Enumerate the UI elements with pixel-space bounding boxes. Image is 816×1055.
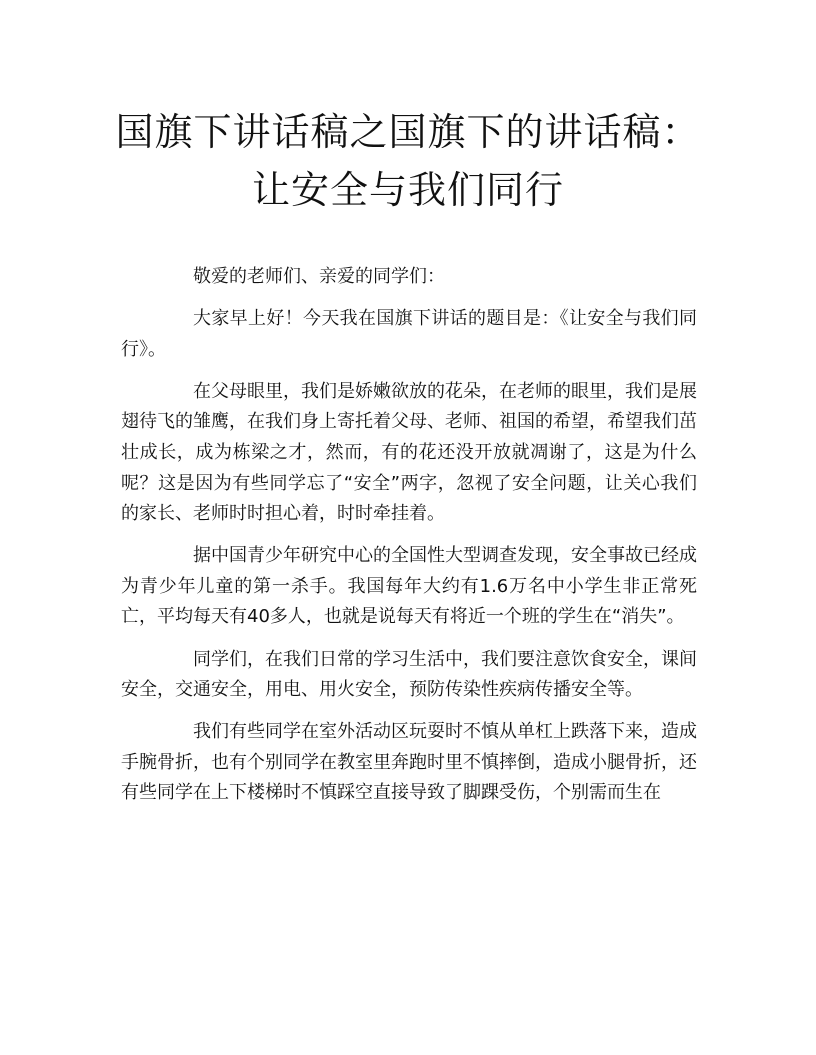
greeting-paragraph: 大家早上好！今天我在国旗下讲话的题目是：《让安全与我们同行》。: [121, 308, 697, 360]
body-paragraph: 在父母眼里，我们是娇嫩欲放的花朵，在老师的眼里，我们是展翅待飞的雏鹰，在我们身上寄托着父母、老师、祖国的希望，希望我们茁壮成长，成为栋梁之才，然而，有的花还没开放就凋谢了，这是为什么呢？这是因为有些同学忘了“安全”两字，忽视了安全问题，让关心我们的家长、老师时时担心着，时时牵挂着。: [121, 380, 697, 525]
body-paragraph: 同学们，在我们日常的学习生活中，我们要注意饮食安全，课间安全，交通安全，用电、用火安全，预防传染性疾病传播安全等。: [121, 648, 697, 701]
body-paragraph: 我们有些同学在室外活动区玩耍时不慎从单杠上跌落下来，造成手腕骨折，也有个别同学在教室里奔跑时里不慎摔倒，造成小腿骨折，还有些同学在上下楼梯时不慎踩空直接导致了脚踝受伤，个别需而生在: [121, 721, 697, 804]
document-body: [121, 262, 697, 821]
salutation-paragraph: 敬爱的老师们、亲爱的同学们：: [193, 266, 445, 287]
body-paragraph: 据中国青少年研究中心的全国性大型调查发现，安全事故已经成为青少年儿童的第一杀手。我国每年大约有1.6万名中小学生非正常死亡，平均每天有40多人，也就是说每天有将近一个班的学生在“消失”。: [121, 545, 697, 628]
document-title: 国旗下讲话稿之国旗下的讲话稿：让安全与我们同行: [115, 110, 701, 212]
